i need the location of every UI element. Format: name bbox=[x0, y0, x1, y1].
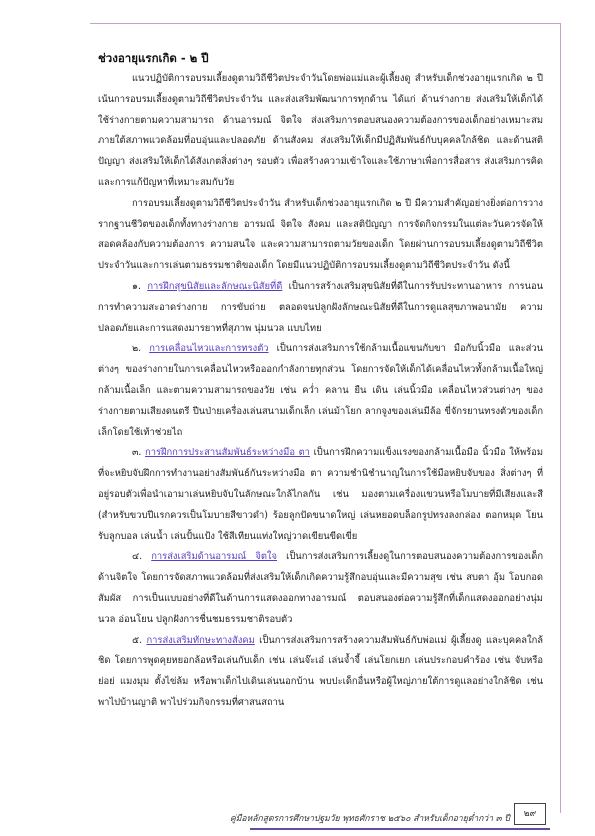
page-number: ๒๙ bbox=[514, 803, 546, 825]
item-title-social: การส่งเสริมทักษะทางสังคม bbox=[146, 634, 255, 646]
footer-text: คู่มือหลักสูตรการศึกษาปฐมวัย พุทธศักราช ๒๕๖๐ สำหรับเด็กอายุต่ำกว่า ๓ ปี bbox=[230, 814, 510, 824]
item-text: เป็นการส่งเสริมการสร้างความสัมพันธ์กับพ่อแม่ ผู้เลี้ยงดู และบุคคลใกล้ชิด โดยการพูดคุยหยอกล้อหรือเล่นกับเด็ก เช่น เล่นจ๊ะเอ๋ เล่นจ้ำจี้ เล่นโยกเยก เล่นประกอบคำร้อง เช่น จับหรือย่อย่ แมงมุม ตั้งไข่ล้ม หรือพาเด็กไปเดินเล่นนอกบ้าน พบปะเด็กอื่นหรือผู้ใหญ่ภายใต้การดูแลอย่างใกล้ชิด เช่น พาไปบ้านญาติ พาไปร่วมกิจกรรมที่ศาสนสถาน bbox=[98, 634, 544, 708]
item-title-coordination: การฝึกการประสานสัมพันธ์ระหว่างมือ ตา bbox=[145, 447, 310, 459]
item-number: ๔. bbox=[132, 551, 152, 563]
item-title-hygiene: การฝึกสุขนิสัยและลักษณะนิสัยที่ดี bbox=[147, 280, 283, 292]
item-number: ๕. bbox=[132, 634, 147, 646]
list-item bbox=[98, 443, 543, 547]
paragraph-intro: แนวปฏิบัติการอบรมเลี้ยงดูตามวิถีชีวิตประจำวันโดยพ่อแม่และผู้เลี้ยงดู สำหรับเด็กช่วงอายุแรกเกิด ๒ ปี เน้นการอบรมเลี้ยงดูตามวิถีชีวิตประจำวัน และส่งเสริมพัฒนาการทุกด้าน ได้แก่ ด้านร่างกาย ส่งเสริมให้เด็กได้ใช้ร่างกายตามความสามารถ ด้านอารมณ์ จิตใจ ส่งเสริมการตอบสนองความต้องการของเด็กอย่างเหมาะสม ภายใต้สภาพแวดล้อมที่อบอุ่นและปลอดภัย ด้านสังคม ส่งเสริมให้เด็กมีปฏิสัมพันธ์กับบุคคลใกล้ชิด และด้านสติปัญญา ส่งเสริมให้เด็กได้สังเกตสิ่งต่างๆ รอบตัว เพื่อสร้างความเข้าใจและใช้ภาษาเพื่อการสื่อสาร ส่งเสริมการคิด และการแก้ปัญหาที่เหมาะสมกับวัย bbox=[98, 73, 543, 188]
item-title-movement: การเคลื่อนไหวและการทรงตัว bbox=[149, 343, 269, 355]
list-item bbox=[98, 547, 543, 630]
item-title-emotion: การส่งเสริมด้านอารมณ์ จิตใจ bbox=[151, 551, 277, 563]
item-number: ๓. bbox=[132, 447, 146, 459]
item-text: เป็นการสร้างเสริมสุขนิสัยที่ดีในการรับประทานอาหาร การนอน การทำความสะอาดร่างกาย การขับถ่าย ตลอดจนปลูกฝังลักษณะนิสัยที่ดีในการดูแลสุขภาพอนามัย ความปลอดภัยและการแสดงมารยาทที่สุภาพ นุ่มนวล แบบไทย bbox=[98, 280, 543, 334]
body-text bbox=[98, 69, 543, 714]
footer-rule bbox=[250, 828, 550, 830]
section-heading: ช่วงอายุแรกเกิด - ๒ ปี bbox=[98, 51, 209, 65]
item-text: เป็นการฝึกความแข็งแรงของกล้ามเนื้อมือ นิ้วมือ ให้พร้อมที่จะหยิบจับฝึกการทำงานอย่างสัมพันธ์กันระหว่างมือ ตา ความชำนิชำนาญในการใช้มือหยิบจับของ สิ่งต่างๆ ที่อยู่รอบตัวเพื่อนำเอามาเล่นหยิบจับในลักษณะใกล้ไกลกัน เช่น มองตามเครื่องแขวนหรือโมบายที่มีเสียงและสี (สำหรับขวบปีแรกควรเป็นโมบายสีขาวดำ) ร้อยลูกปัดขนาดใหญ่ เล่นหยอดบล็อกรูปทรงลงกล่อง ตอกหมุด โยนรับลูกบอล เล่นน้ำ เล่นปั้นแป้ง ใช้สีเทียนแท่งใหญ่วาดเขียนขีดเขี่ย bbox=[98, 447, 543, 542]
item-text: เป็นการส่งเสริมการใช้กล้ามเนื้อแขนกับขา มือกับนิ้วมือ และส่วนต่างๆ ของร่างกายในการเคลื่อนไหวหรือออกกำลังกายทุกส่วน โดยการจัดให้เด็กได้เคลื่อนไหวทั้งกล้ามเนื้อใหญ่ กล้ามเนื้อเล็ก และตามความสามารถของวัย เช่น คว่ำ คลาน ยืน เดิน เล่นนิ้วมือ เคลื่อนไหวส่วนต่างๆ ของร่างกายตามเสียงดนตรี ปีนป่ายเครื่องเล่นสนามเด็กเล็ก เล่นม้าโยก ลากจูงของเล่นมีล้อ ขี่จักรยานทรงตัวของเด็กเล็กโดยใช้เท้าช่วยไถ bbox=[98, 343, 544, 438]
item-number: ๒. bbox=[132, 343, 150, 355]
item-text: เป็นการส่งเสริมการเลี้ยงดูในการตอบสนองความต้องการของเด็ก ด้านจิตใจ โดยการจัดสภาพแวดล้อมที่ส่งเสริมให้เด็กเกิดความรู้สึกอบอุ่นและมีความสุข เช่น สบตา อุ้ม โอบกอด สัมผัส การเป็นแบบอย่างที่ดีในด้านการแสดงออกทางอารมณ์ ตอบสนองต่อความรู้สึกที่เด็กแสดงออกอย่างนุ่มนวล อ่อนโยน ปลูกฝังการชื่นชมธรรมชาติรอบตัว bbox=[98, 551, 544, 625]
page-border-right bbox=[560, 23, 561, 813]
item-number: ๑. bbox=[132, 280, 148, 292]
paragraph-importance: การอบรมเลี้ยงดูตามวิถีชีวิตประจำวัน สำหรับเด็กช่วงอายุแรกเกิด ๒ ปี มีความสำคัญอย่างยิ่งต่อการวางรากฐานชีวิตของเด็กทั้งทางร่างกาย อารมณ์ จิตใจ สังคม และสติปัญญา การจัดกิจกรรมในแต่ละวันควรจัดให้สอดคล้องกับความต้องการ ความสนใจ และความสามารถตามวัยของเด็ก โดยผ่านการอบรมเลี้ยงดูตามวิถีชีวิตประจำวันและการเล่นตามธรรมชาติของเด็ก โดยมีแนวปฏิบัติการอบรมเลี้ยงดูตามวิถีชีวิตประจำวัน ดังนี้ bbox=[98, 197, 543, 272]
list-item bbox=[98, 339, 543, 443]
list-item bbox=[98, 277, 543, 339]
list-item bbox=[98, 631, 543, 714]
page-border-top bbox=[90, 23, 560, 24]
